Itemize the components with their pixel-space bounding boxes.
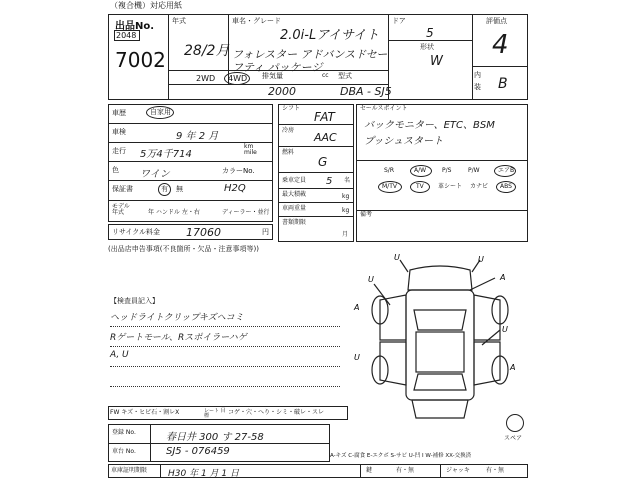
dealer-notes-label: (出品店申告事項(不良箇所・欠品・注意事項等)) (108, 245, 259, 253)
form-header-title: （複合機）対応用紙 (110, 1, 182, 10)
chassis-label: 車台 No. (112, 448, 136, 455)
interior-label: 内 (474, 71, 481, 79)
max-load-unit: kg (342, 193, 350, 200)
lot-number: 7002 (115, 48, 166, 72)
damage-mark-7: U (354, 353, 360, 362)
warranty-no: 無 (176, 185, 183, 193)
fw-label: FW キズ・ヒビ石・割レX (110, 409, 180, 416)
fw-label-2: レート 目標 (204, 408, 226, 419)
reg-value: 春日井 300 す 27-58 (166, 432, 264, 443)
chassis-value: SJ5 - 076459 (166, 446, 230, 457)
equip-aw: A/W (414, 167, 427, 174)
damage-mark-8: A (510, 363, 516, 372)
doc-expiry-unit: 月 (342, 231, 349, 238)
capacity-label: 乗車定員 (282, 177, 307, 184)
spare-label: スペア (504, 435, 523, 442)
score-label: 評価点 (486, 17, 507, 25)
equip-abs: ABS (500, 183, 512, 190)
doc-expiry-label: 書類期限 (282, 219, 307, 226)
reg-label: 登録 No. (112, 429, 136, 436)
warranty-yes: 有 (161, 185, 168, 193)
capacity-unit: 名 (344, 177, 351, 184)
displacement-unit: cc (322, 72, 329, 79)
color-value: ワイン (140, 169, 170, 180)
equip-sr: S/R (384, 167, 394, 174)
doors-value: 5 (426, 26, 434, 40)
damage-mark-1: U (394, 253, 400, 262)
inspector-line1: ヘッドライトクリップキズヘコミ (110, 313, 244, 323)
rear-window (414, 374, 466, 390)
left-rear-door (380, 342, 406, 385)
equip-navi: カナビ (470, 183, 489, 190)
model-name-value: フォレスター アドバンスドセーフティ パッケージ (232, 48, 388, 74)
shape-label: 形状 (420, 43, 434, 51)
cert-value: H30 年 1 月 1 日 (168, 469, 239, 479)
left-front-door (380, 295, 406, 340)
cert-label: 車庫証明期限 (111, 467, 148, 474)
weight-unit: kg (342, 207, 350, 214)
car-diagram (350, 250, 530, 420)
interior-value: B (498, 76, 508, 92)
damage-mark-5: A (354, 303, 360, 312)
color-no-value: H2Q (224, 183, 246, 194)
doors-label: ドア (392, 17, 406, 25)
model-code-label: 型式 (338, 72, 352, 80)
ac-value: AAC (314, 131, 337, 144)
warranty-label: 保証書 (112, 185, 133, 193)
damage-mark-6: U (502, 325, 508, 334)
selling-point-label: セールスポイント (360, 105, 408, 112)
equip-leather: 革シート (438, 183, 463, 190)
year-label: 年式 (172, 17, 186, 25)
key-value: 有・無 (396, 467, 415, 474)
history-value: 自家用 (150, 108, 171, 116)
equip-tv: TV (416, 183, 424, 190)
model-label: 車名・グレード (232, 17, 281, 25)
handle-label: 年 ハンドル 左・右 (148, 209, 200, 216)
recycle-label: リサイクル料金 (112, 228, 161, 236)
mileage-unit: km mile (244, 143, 257, 156)
lot-stamp: 2048 (116, 31, 137, 40)
hood-outline (408, 266, 472, 290)
damage-legend: A-キズ C-腐食 E-エクボ S-サビ U-凹 I W-補修 XX-交換済 (330, 453, 472, 459)
shift-label: シフト (282, 105, 301, 112)
capacity-value: 5 (326, 176, 333, 187)
recycle-value: 17060 (186, 226, 221, 239)
inspector-line2: Rゲートモール、Rスポイラーハゲ (110, 333, 247, 343)
windshield (414, 310, 466, 330)
dealer-label: ディーラー・並行 (222, 209, 270, 216)
inspector-label: 【検査員記入】 (110, 297, 159, 305)
rear-bumper (412, 400, 468, 418)
shift-value: FAT (314, 110, 335, 124)
damage-mark-2: U (478, 255, 484, 264)
fw-label-3: コゲ・穴・へり・シミ・破レ・スレ (228, 409, 325, 416)
equip-pw: P/W (468, 167, 480, 174)
grade-value: 2.0i-Lアイサイト (280, 28, 380, 43)
mileage-value: 5万4千714 (140, 149, 192, 160)
recycle-unit: 円 (262, 228, 269, 236)
fuel-label: 燃料 (282, 149, 295, 156)
inspector-line3: A, U (110, 350, 129, 360)
weight-label: 車両重量 (282, 205, 307, 212)
year-value: 28/2月 (184, 43, 230, 59)
max-load-label: 最大積載 (282, 191, 307, 198)
mileage-label: 走行 (112, 147, 126, 155)
selling-point-line1: バックモニター、ETC、BSM (364, 120, 495, 131)
model-code-value: DBA - SJ5 (340, 85, 392, 98)
right-rear-door (474, 342, 500, 385)
color-no-label: カラーNo. (222, 167, 255, 175)
fuel-value: G (318, 155, 328, 169)
damage-mark-3: U (368, 275, 374, 284)
jack-label: ジャッキ (446, 467, 470, 474)
roof (416, 332, 464, 372)
displacement-value: 2000 (268, 85, 296, 98)
key-label: 鍵 (366, 467, 373, 474)
ac-label: 冷房 (282, 127, 295, 134)
displacement-label: 排気量 (262, 72, 283, 80)
model-year-label: モデル 年式 (112, 203, 130, 216)
drive-2wd: 2WD (196, 74, 216, 83)
score-value: 4 (492, 30, 509, 60)
interior-label-2: 装 (474, 83, 481, 91)
lot-label: 出品No. (115, 21, 155, 32)
shape-value: W (430, 54, 443, 69)
inspection-label: 車検 (112, 128, 126, 136)
drive-4wd: 4WD (228, 74, 248, 83)
spare-tire-icon (506, 414, 524, 432)
equip-ps: P/S (442, 167, 452, 174)
color-label: 色 (112, 166, 119, 174)
notes-label: 備考 (360, 211, 373, 218)
jack-value: 有・無 (486, 467, 505, 474)
registration-block (108, 104, 273, 222)
equip-mtv: M/TV (382, 183, 397, 190)
equip-airbag: エアB (498, 167, 515, 174)
history-label: 車歴 (112, 109, 126, 117)
selling-point-line2: プッシュスタート (364, 136, 444, 147)
damage-mark-4: A (500, 273, 506, 282)
inspection-value: 9 年 2 月 (176, 131, 219, 142)
